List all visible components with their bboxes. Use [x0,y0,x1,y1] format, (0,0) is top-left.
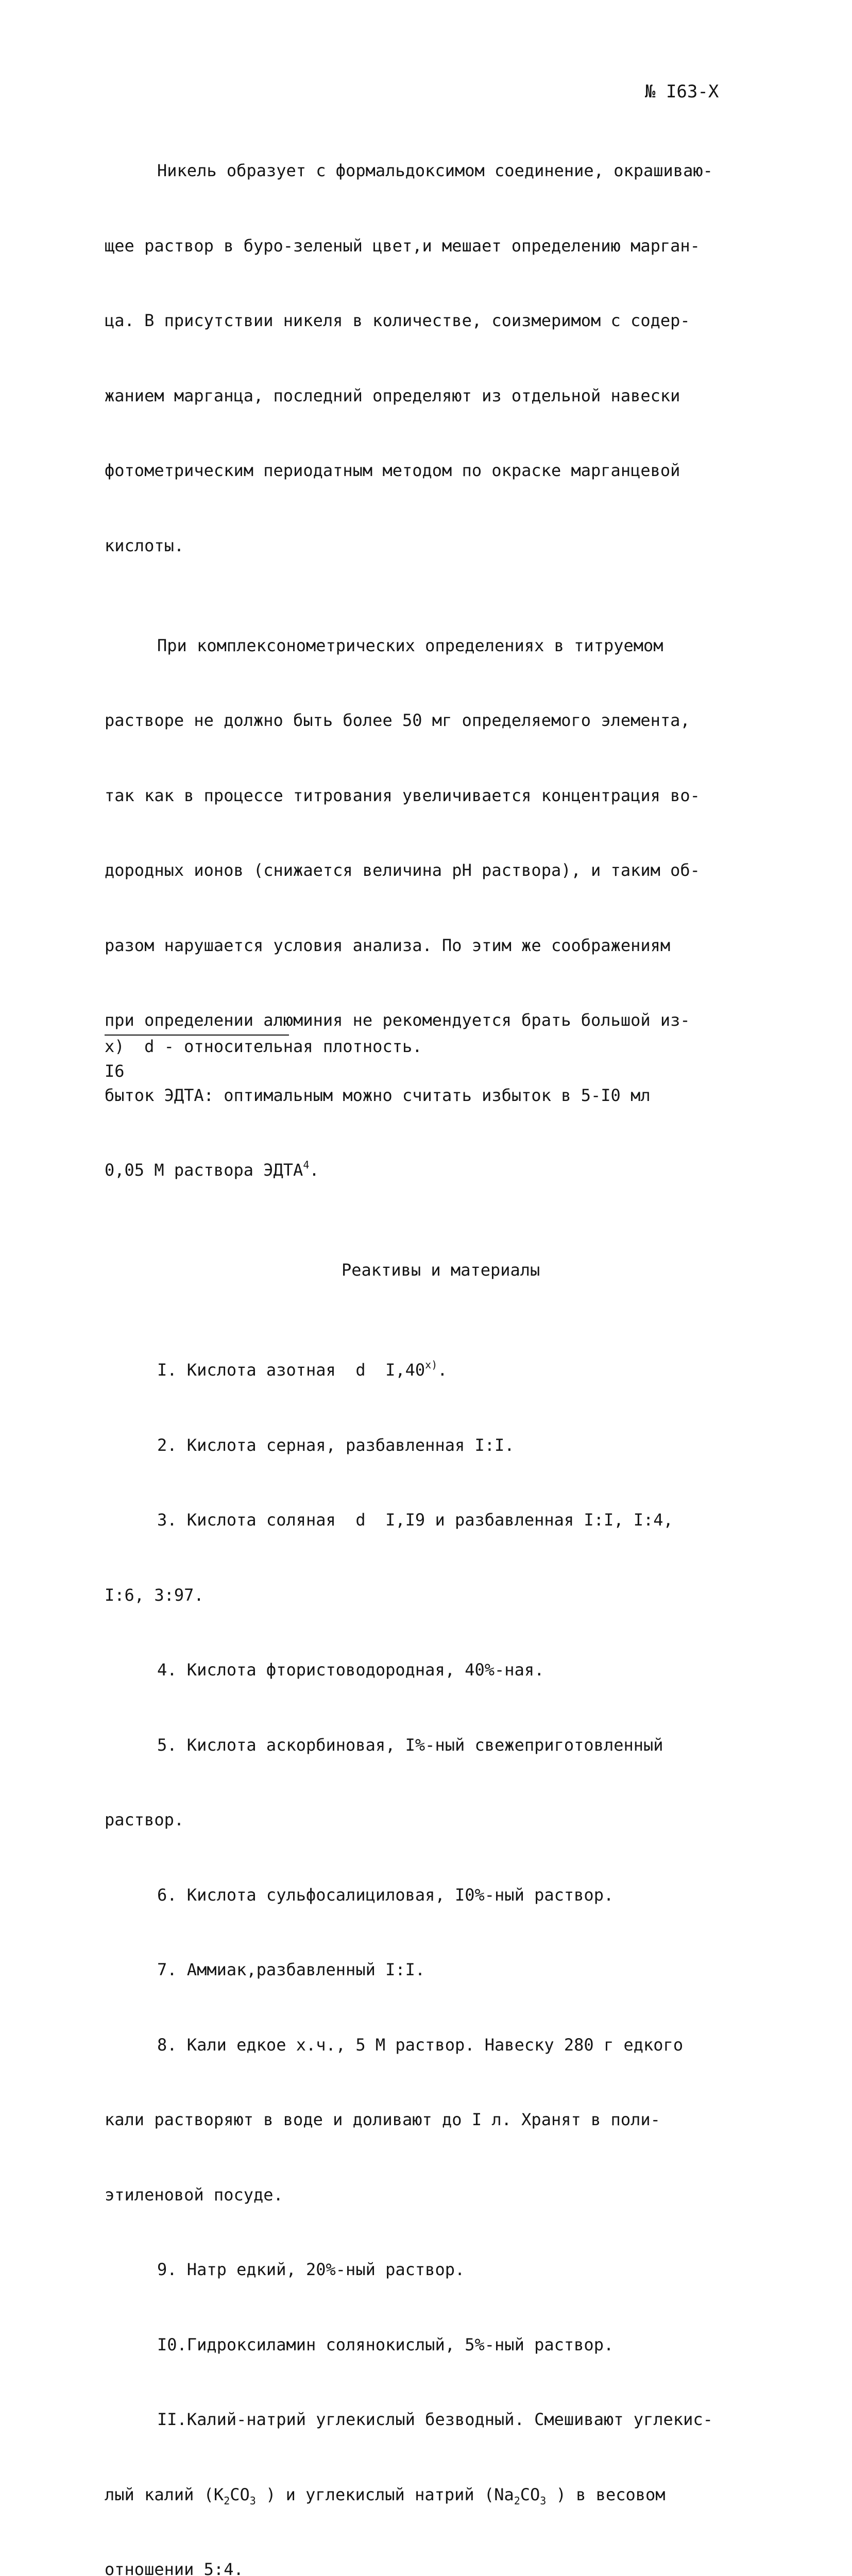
paragraph-line: растворе не должно быть более 50 мг определяемого элемента, [105,710,690,730]
reagent-item-11-cont: отношении 5:4. [105,2560,244,2576]
footnote-divider [105,1035,289,1036]
paragraph-line: ца. В присутствии никеля в количестве, соизмеримом с содер- [105,311,690,330]
line-text: лый калий (K [105,2484,224,2504]
paragraph-line: Никель образует с формальдоксимом соединение, окрашиваю- [157,161,713,180]
reagent-item-10: I0.Гидроксиламин солянокислый, 5%-ный раствор. [157,2334,614,2354]
paragraph-line: так как в процессе титрования увеличивается концентрация во- [105,785,700,805]
line-text: ) и углекислый натрий (Na [255,2484,514,2504]
reagent-item-8: 8. Кали едкое х.ч., 5 М раствор. Навеску 280 г едкого [157,2035,684,2055]
document-body [105,108,749,2576]
paragraph-line: фотометрическим периодатным методом по окраске марганцевой [105,461,680,480]
page-number: I6 [105,1061,125,1081]
subscript: 3 [249,2494,256,2507]
reagent-item-11: II.Калий-натрий углекислый безводный. Смешивают углекис- [157,2410,713,2429]
reagent-item-8-cont: кали растворяют в воде и доливают до I л. Хранят в поли- [105,2110,660,2129]
reagent-item-5: 5. Кислота аскорбиновая, I%-ный свежеприготовленный [157,1735,663,1755]
line-text: I. Кислота азотная d I,40 [157,1360,425,1380]
footnote-ref: 4 [303,1159,310,1171]
reagent-item-11-cont [105,2482,749,2507]
line-text: 0,05 М раствора ЭДТА [105,1160,303,1180]
section-title: Реактивы и материалы [342,1260,540,1280]
paragraph-line: кислоты. [105,535,184,555]
subscript: 2 [224,2494,230,2507]
paragraph-line: жанием марганца, последний определяют из отдельной навески [105,385,680,405]
paragraph-line: при определении алюминия не рекомендуется брать большой из- [105,1010,690,1030]
reagent-item-9: 9. Натр едкий, 20%-ный раствор. [157,2260,465,2279]
subscript: 3 [540,2494,547,2507]
line-end: . [309,1160,319,1180]
paragraph-line: щее раствор в буро-зеленый цвет,и мешает определению марган- [105,235,700,256]
subscript: 2 [514,2494,520,2507]
line-text: CO [520,2484,540,2504]
reagent-item-5-cont: раствор. [105,1810,184,1829]
footnote-ref: х) [425,1359,438,1371]
reagent-item-1 [105,1358,749,1383]
line-text: CO [230,2484,250,2504]
line-end: . [437,1360,448,1380]
reagent-item-6: 6. Кислота сульфосалициловая, I0%-ный раствор. [157,1885,614,1905]
footnote: х) d - относительная плотность. [105,1037,422,1056]
reagent-item-3: 3. Кислота соляная d I,I9 и разбавленная I:I, I:4, [157,1510,673,1530]
reagent-item-2: 2. Кислота серная, разбавленная I:I. [157,1435,515,1455]
paragraph-line [105,1158,749,1183]
reagent-item-3-cont: I:6, 3:97. [105,1585,204,1605]
paragraph-line: быток ЭДТА: оптимальным можно считать избыток в 5-I0 мл [105,1085,651,1105]
reagent-item-7: 7. Аммиак,разбавленный I:I. [157,1960,425,1979]
reagent-item-8-cont: этиленовой посуде. [105,2184,283,2205]
line-text: ) в весовом [546,2484,666,2504]
document-number: № I63-X [645,81,719,102]
paragraph-line: При комплексонометрических определениях в титруемом [157,635,663,655]
paragraph-line: дородных ионов (снижается величина pH раствора), и таким об- [105,860,700,880]
paragraph-line: разом нарушается условия анализа. По этим же соображениям [105,935,671,955]
reagent-item-4: 4. Кислота фтористоводородная, 40%-ная. [157,1660,544,1680]
